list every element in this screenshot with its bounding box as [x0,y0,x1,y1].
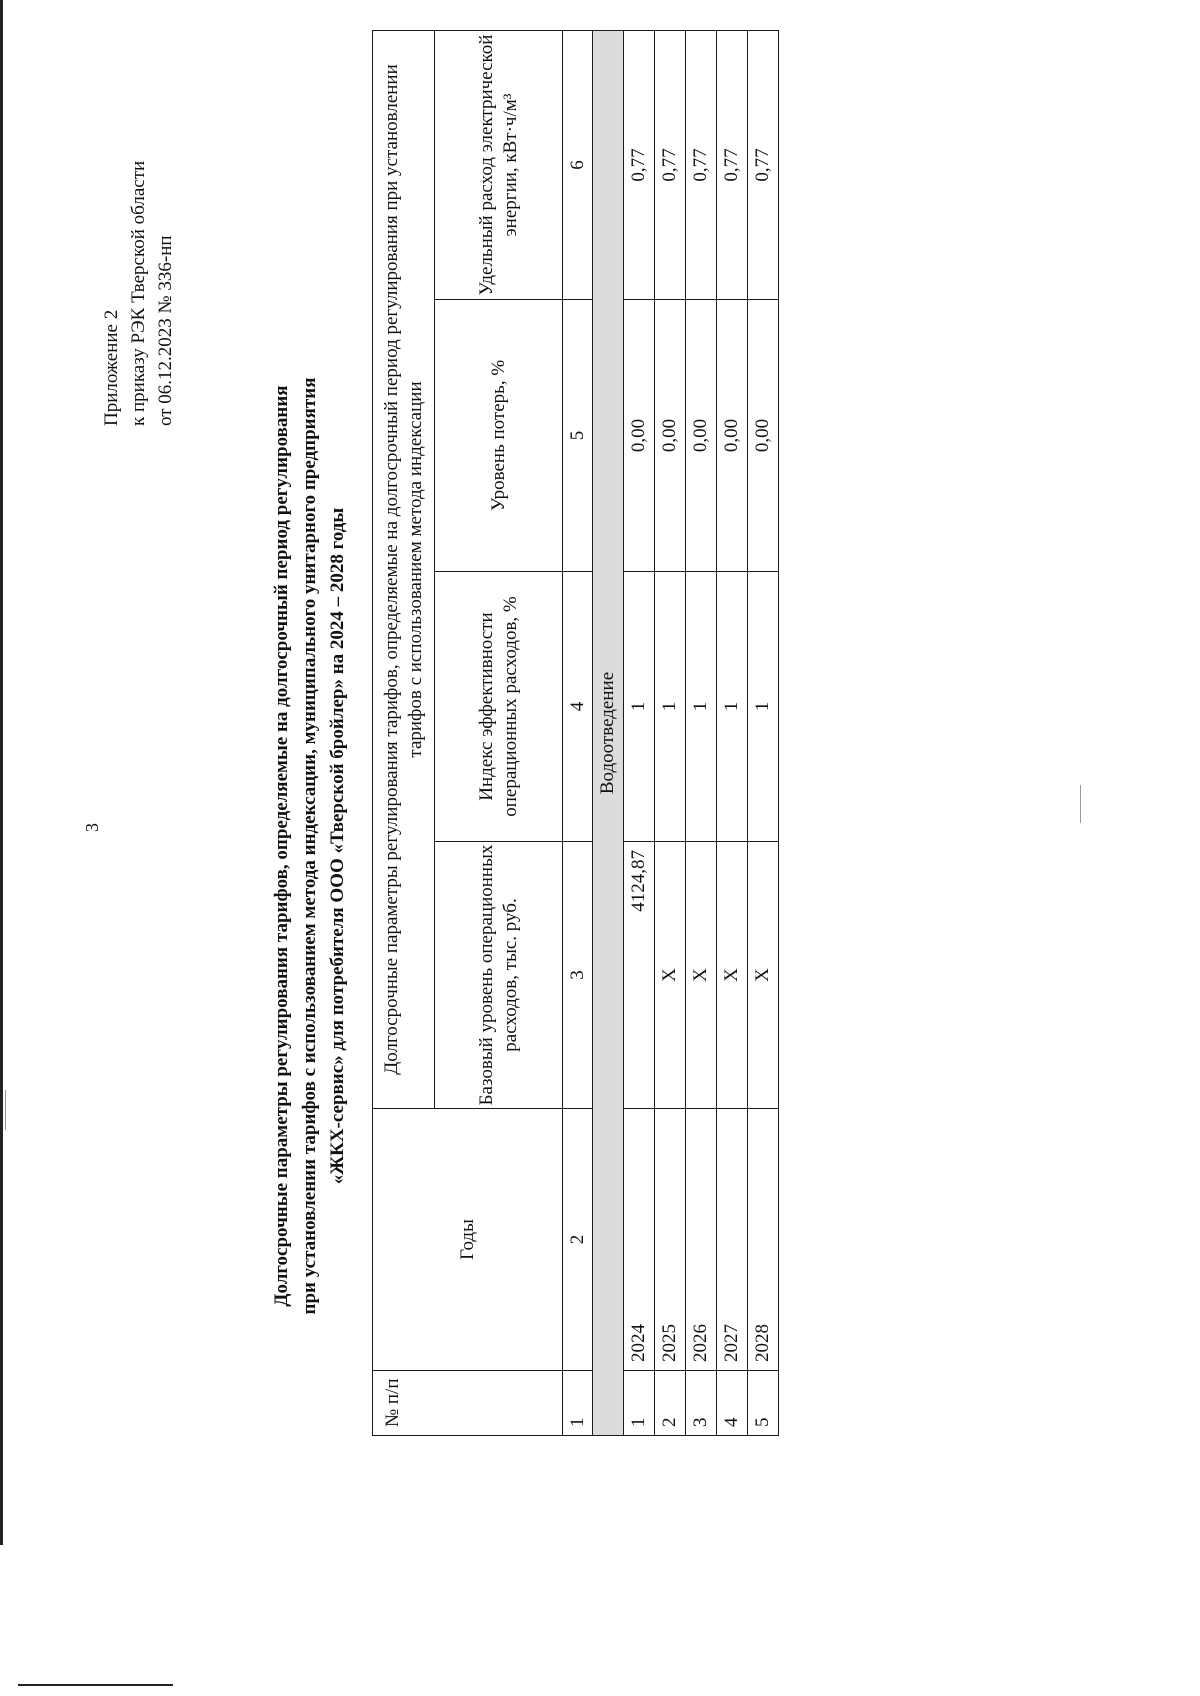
column-number: 1 [563,1371,593,1436]
row-base-opex: Х [686,842,717,1109]
row-loss-level: 0,00 [686,300,717,572]
row-loss-level: 0,00 [717,300,748,572]
row-num: 4 [717,1371,748,1436]
row-num: 2 [655,1371,686,1436]
title-line: «ЖКХ-сервис» для потребителя ООО «Тверской бройлер» на 2024 – 2028 годы [327,507,348,1185]
row-year: 2028 [748,1109,779,1371]
header-years: Годы [373,1109,563,1371]
row-base-opex: Х [748,842,779,1109]
table-row [748,30,779,1435]
header-energy-consumption: Удельный расход электрической энергии, кВт·ч/м³ [435,30,563,299]
row-energy-consumption: 0,77 [655,30,686,299]
header-base-opex: Базовый уровень операционных расходов, тыс. руб. [435,842,563,1109]
title-line: Долгосрочные параметры регулирования тарифов, определяемые на долгосрочный период регулирования [271,385,292,1307]
annex-line: Приложение 2 [101,309,122,426]
row-efficiency-index: 1 [717,572,748,842]
row-year: 2026 [686,1109,717,1371]
row-efficiency-index: 1 [686,572,717,842]
row-base-opex: Х [717,842,748,1109]
row-loss-level: 0,00 [655,300,686,572]
column-number: 4 [563,572,593,842]
row-energy-consumption: 0,77 [624,30,655,299]
row-num: 5 [748,1371,779,1436]
row-energy-consumption: 0,77 [748,30,779,299]
row-efficiency-index: 1 [624,572,655,842]
annex-block [98,161,179,426]
document-title [268,196,352,1496]
column-number-row [563,30,593,1435]
page-number: 3 [82,823,102,832]
column-number: 5 [563,300,593,572]
column-number: 6 [563,30,593,299]
annex-line: к приказу РЭК Тверской области [128,160,149,426]
row-energy-consumption: 0,77 [717,30,748,299]
column-number: 2 [563,1109,593,1371]
table-row [655,30,686,1435]
header-efficiency-index: Индекс эффективности операционных расходов, % [435,572,563,842]
header-row [373,30,435,1435]
table-row [686,30,717,1435]
column-number: 3 [563,842,593,1109]
row-loss-level: 0,00 [624,300,655,572]
row-year: 2024 [624,1109,655,1371]
row-num: 3 [686,1371,717,1436]
table-row [624,30,655,1435]
table-row [717,30,748,1435]
row-efficiency-index: 1 [655,572,686,842]
row-num: 1 [624,1371,655,1436]
row-efficiency-index: 1 [748,572,779,842]
parameters-table [372,30,779,1436]
row-year: 2027 [717,1109,748,1371]
header-group: Долгосрочные параметры регулирования тарифов, определяемые на долгосрочный период регулирования при установлении тарифов с использованием метода индексации [373,30,435,1108]
section-row [593,30,624,1435]
header-loss-level: Уровень потерь, % [435,300,563,572]
row-base-opex: 4124,87 [624,842,655,1109]
header-num: № п/п [373,1371,563,1436]
title-line: при установлении тарифов с использованием метода индексации, муниципального унитарного предприятия [299,377,320,1315]
annex-line: от 06.12.2023 № 336-нп [155,235,176,426]
row-year: 2025 [655,1109,686,1371]
row-base-opex: Х [655,842,686,1109]
row-energy-consumption: 0,77 [686,30,717,299]
section-label: Водоотведение [593,30,624,1435]
row-loss-level: 0,00 [748,300,779,572]
